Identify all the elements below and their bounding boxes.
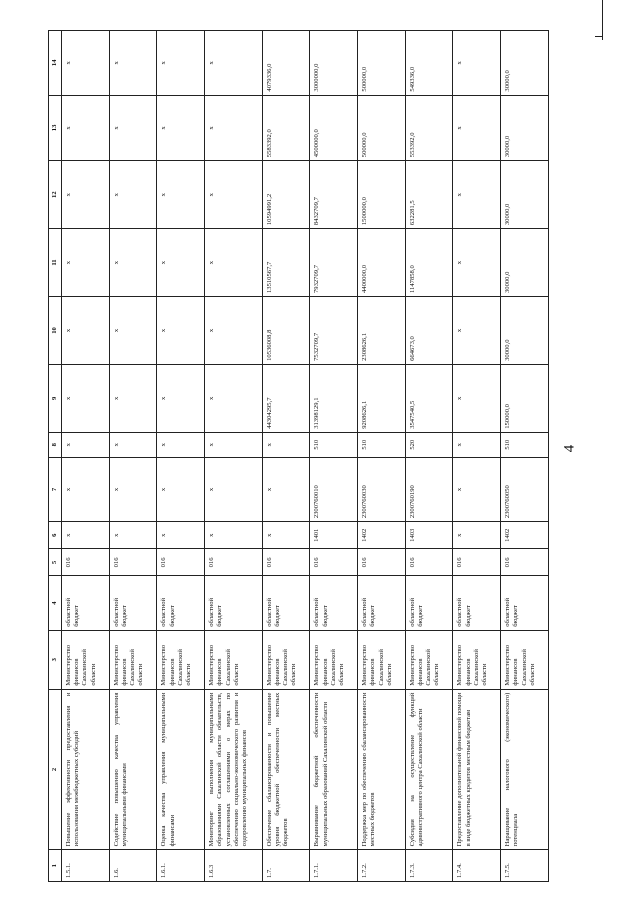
row-cell: 150000,0 (501, 364, 549, 432)
row-cell: 016 (62, 549, 110, 576)
row-code: 1.7. (262, 850, 310, 882)
header-cell: 2 (49, 689, 62, 850)
row-source: областной бюджет (358, 576, 406, 630)
row-cell: 7532709,7 (310, 297, 358, 365)
row-cell: 10536008,8 (262, 297, 310, 365)
row-cell: 2308626,1 (358, 297, 406, 365)
row-code: 1.6.3 (205, 850, 263, 882)
row-cell: 30000,0 (501, 95, 549, 161)
header-cell: 5 (49, 549, 62, 576)
row-description: Выравнивание бюджетной обеспеченности муниципальных образований Сахалинской области (310, 689, 358, 850)
row-cell: 553392,0 (405, 95, 453, 161)
row-cell: x (205, 297, 263, 365)
header-cell: 6 (49, 522, 62, 549)
row-cell: 016 (262, 549, 310, 576)
table-row (453, 31, 501, 882)
table-row (501, 31, 549, 882)
row-cell: x (157, 297, 205, 365)
scan-margin-dash (595, 36, 602, 37)
header-cell: 12 (49, 161, 62, 229)
table-row (310, 31, 358, 882)
row-cell: x (205, 95, 263, 161)
row-cell: x (157, 457, 205, 522)
row-code: 1.7.1. (310, 850, 358, 882)
row-code: 1.5.1. (62, 850, 110, 882)
row-cell: 520 (405, 432, 453, 457)
row-cell: 13510567,7 (262, 229, 310, 297)
row-cell: x (205, 364, 263, 432)
header-cell: 3 (49, 630, 62, 689)
row-executor: Министерство финансов Сахалинской области (157, 630, 205, 689)
row-code: 1.7.4. (453, 850, 501, 882)
row-cell: 4079336,0 (262, 31, 310, 96)
row-source: областной бюджет (109, 576, 157, 630)
row-executor: Министерство финансов Сахалинской области (205, 630, 263, 689)
row-cell: 664673,0 (405, 297, 453, 365)
row-cell: x (62, 364, 110, 432)
row-cell: x (157, 161, 205, 229)
table-row (62, 31, 110, 882)
row-executor: Министерство финансов Сахалинской области (62, 630, 110, 689)
row-cell: x (109, 161, 157, 229)
rotated-table-container (48, 30, 549, 882)
row-cell: x (62, 229, 110, 297)
row-cell: x (62, 432, 110, 457)
row-cell: x (109, 297, 157, 365)
row-cell: 30000,0 (501, 297, 549, 365)
row-cell: 30000,0 (501, 161, 549, 229)
row-cell: x (205, 522, 263, 549)
row-source: областной бюджет (157, 576, 205, 630)
row-cell: x (157, 95, 205, 161)
row-cell: 5583392,0 (262, 95, 310, 161)
header-cell: 7 (49, 457, 62, 522)
row-cell: 016 (109, 549, 157, 576)
row-cell: 1500000,0 (358, 161, 406, 229)
row-cell: 549336,0 (405, 31, 453, 96)
row-source: областной бюджет (310, 576, 358, 630)
header-cell: 14 (49, 31, 62, 96)
row-description: Предоставление дополнительной финансовой помощи в виде бюджетных кредитов местным бюджетам (453, 689, 501, 850)
row-source: областной бюджет (453, 576, 501, 630)
row-cell: x (62, 297, 110, 365)
row-cell: 2300760010 (310, 457, 358, 522)
row-cell: 4500000,0 (310, 95, 358, 161)
row-cell: 30000,0 (501, 31, 549, 96)
row-cell: 1403 (405, 522, 453, 549)
row-cell: x (109, 95, 157, 161)
row-code: 1.7.5. (501, 850, 549, 882)
row-cell: x (157, 31, 205, 96)
row-cell: 510 (310, 432, 358, 457)
row-description: Субсидия на осуществление функций административного центра Сахалинской области (405, 689, 453, 850)
row-description: Содействие повышению качества управления муниципальными финансами (109, 689, 157, 850)
row-cell: 30000,0 (501, 229, 549, 297)
row-cell: x (109, 31, 157, 96)
row-code: 1.7.2. (358, 850, 406, 882)
page-number: 4 (561, 444, 578, 453)
row-cell: x (453, 297, 501, 365)
row-code: 1.6. (109, 850, 157, 882)
row-cell: x (453, 364, 501, 432)
row-cell: 016 (310, 549, 358, 576)
row-executor: Министерство финансов Сахалинской области (109, 630, 157, 689)
row-cell: 016 (501, 549, 549, 576)
table-row (109, 31, 157, 882)
row-cell: x (109, 457, 157, 522)
row-cell: 2300760050 (501, 457, 549, 522)
row-cell: x (205, 161, 263, 229)
row-source: областной бюджет (205, 576, 263, 630)
header-cell: 13 (49, 95, 62, 161)
header-cell: 11 (49, 229, 62, 297)
row-cell: x (262, 522, 310, 549)
row-cell: 3000000,0 (310, 31, 358, 96)
row-cell: x (205, 432, 263, 457)
scan-margin-line (602, 0, 603, 40)
row-cell: 016 (405, 549, 453, 576)
row-cell: 2300760190 (405, 457, 453, 522)
row-cell: x (62, 95, 110, 161)
row-cell: 510 (501, 432, 549, 457)
row-cell: x (62, 161, 110, 229)
row-executor: Министерство финансов Сахалинской области (501, 630, 549, 689)
header-cell: 9 (49, 364, 62, 432)
row-cell: 016 (453, 549, 501, 576)
header-cell: 8 (49, 432, 62, 457)
row-source: областной бюджет (62, 576, 110, 630)
row-cell: 7932709,7 (310, 229, 358, 297)
row-cell: 9208626,1 (358, 364, 406, 432)
header-cell: 4 (49, 576, 62, 630)
row-executor: Министерство финансов Сахалинской области (405, 630, 453, 689)
row-cell: x (62, 522, 110, 549)
row-cell: x (453, 457, 501, 522)
row-cell: x (453, 522, 501, 549)
row-cell: x (157, 229, 205, 297)
row-cell: 4400000,0 (358, 229, 406, 297)
row-cell: x (62, 457, 110, 522)
row-cell: x (205, 229, 263, 297)
row-cell: x (453, 432, 501, 457)
table-row (205, 31, 263, 882)
header-row (49, 31, 62, 882)
row-cell: 44304295,7 (262, 364, 310, 432)
row-cell: 2300760030 (358, 457, 406, 522)
row-cell: x (109, 522, 157, 549)
row-cell: x (157, 364, 205, 432)
row-cell: x (453, 95, 501, 161)
row-executor: Министерство финансов Сахалинской области (262, 630, 310, 689)
row-description: Поддержка мер по обеспечению сбалансированности местных бюджетов (358, 689, 406, 850)
row-cell: 632281,5 (405, 161, 453, 229)
row-description: Повышение эффективности предоставления и использования межбюджетных субсидий (62, 689, 110, 850)
row-source: областной бюджет (405, 576, 453, 630)
row-cell: x (453, 161, 501, 229)
row-source: областной бюджет (262, 576, 310, 630)
row-description: Мониторинг выполнения муниципальными образованиями Сахалинской области обязательств, установленных соглашениями о мерах по обеспечению социально-экономического развития и оздоровлению муниципальных финансов (205, 689, 263, 850)
row-cell: x (262, 457, 310, 522)
row-cell: 1402 (501, 522, 549, 549)
row-cell: x (205, 31, 263, 96)
row-cell: 500000,0 (358, 95, 406, 161)
row-cell: 016 (358, 549, 406, 576)
row-description: Обеспечение сбалансированности и повышение уровня бюджетной обеспеченности местных бюджетов (262, 689, 310, 850)
row-cell: 1402 (358, 522, 406, 549)
row-description: Наращивание налогового (экономического) потенциала (501, 689, 549, 850)
row-cell: x (453, 31, 501, 96)
row-cell: x (109, 432, 157, 457)
table-row (262, 31, 310, 882)
table-row (405, 31, 453, 882)
row-executor: Министерство финансов Сахалинской области (453, 630, 501, 689)
header-cell: 1 (49, 850, 62, 882)
row-executor: Министерство финансов Сахалинской области (310, 630, 358, 689)
row-cell: 31398129,1 (310, 364, 358, 432)
row-code: 1.6.1. (157, 850, 205, 882)
row-cell: x (262, 432, 310, 457)
row-executor: Министерство финансов Сахалинской области (358, 630, 406, 689)
row-source: областной бюджет (501, 576, 549, 630)
row-cell: x (109, 229, 157, 297)
row-cell: 016 (205, 549, 263, 576)
table-row (358, 31, 406, 882)
row-cell: x (453, 229, 501, 297)
row-cell: 1147858,0 (405, 229, 453, 297)
row-code: 1.7.3. (405, 850, 453, 882)
row-cell: x (62, 31, 110, 96)
row-cell: 016 (157, 549, 205, 576)
row-cell: 500000,0 (358, 31, 406, 96)
row-cell: x (109, 364, 157, 432)
budget-table (48, 30, 549, 882)
row-description: Оценка качества управления муниципальными финансами (157, 689, 205, 850)
row-cell: 1401 (310, 522, 358, 549)
row-cell: 10594991,2 (262, 161, 310, 229)
table-row (157, 31, 205, 882)
row-cell: x (205, 457, 263, 522)
row-cell: 510 (358, 432, 406, 457)
row-cell: x (157, 432, 205, 457)
row-cell: 3547540,5 (405, 364, 453, 432)
row-cell: x (157, 522, 205, 549)
row-cell: 8432709,7 (310, 161, 358, 229)
header-cell: 10 (49, 297, 62, 365)
